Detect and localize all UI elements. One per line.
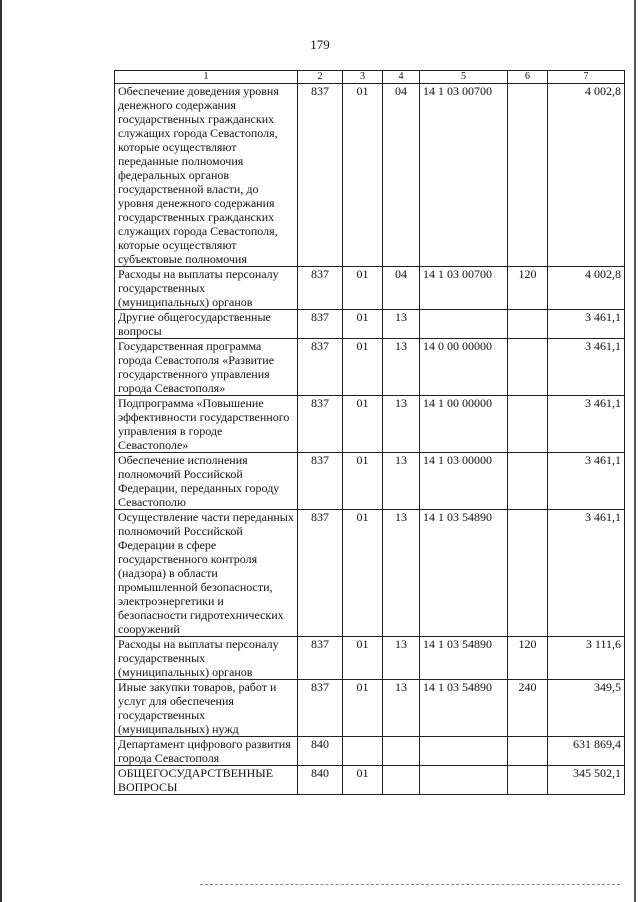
row-subsection: 13 bbox=[383, 396, 420, 453]
row-code: 840 bbox=[298, 766, 343, 795]
row-name: Расходы на выплаты персоналу государственных (муниципальных) органов bbox=[115, 267, 298, 310]
table-row bbox=[115, 737, 625, 766]
row-name: Подпрограмма «Повышение эффективности государственного управления в городе Севастополе» bbox=[115, 396, 298, 453]
table-row bbox=[115, 680, 625, 737]
row-name: Иные закупки товаров, работ и услуг для обеспечения государственных (муниципальных) нужд bbox=[115, 680, 298, 737]
row-expense-type: 120 bbox=[508, 267, 548, 310]
row-name: Расходы на выплаты персоналу государственных (муниципальных) органов bbox=[115, 637, 298, 680]
row-target-article: 14 1 03 00700 bbox=[420, 267, 508, 310]
row-expense-type: 120 bbox=[508, 637, 548, 680]
row-subsection: 13 bbox=[383, 453, 420, 510]
table-row bbox=[115, 637, 625, 680]
row-code: 837 bbox=[298, 310, 343, 339]
row-name: ОБЩЕГОСУДАРСТВЕННЫЕ ВОПРОСЫ bbox=[115, 766, 298, 795]
row-section: 01 bbox=[343, 310, 383, 339]
row-code: 837 bbox=[298, 680, 343, 737]
row-target-article: 14 1 03 54890 bbox=[420, 637, 508, 680]
table-row bbox=[115, 766, 625, 795]
row-name: Государственная программа города Севастополя «Развитие государственного управления города Севастополя» bbox=[115, 339, 298, 396]
row-target-article: 14 1 03 00000 bbox=[420, 453, 508, 510]
row-amount: 4 002,8 bbox=[548, 267, 625, 310]
row-subsection: 13 bbox=[383, 510, 420, 637]
row-section bbox=[343, 737, 383, 766]
row-target-article: 14 1 03 54890 bbox=[420, 510, 508, 637]
row-section: 01 bbox=[343, 84, 383, 267]
row-target-article bbox=[420, 310, 508, 339]
table-row bbox=[115, 396, 625, 453]
row-expense-type bbox=[508, 453, 548, 510]
row-expense-type bbox=[508, 510, 548, 637]
table-row bbox=[115, 510, 625, 637]
header-row bbox=[115, 71, 625, 84]
row-subsection: 13 bbox=[383, 310, 420, 339]
column-header: 2 bbox=[298, 71, 343, 84]
row-amount: 3 461,1 bbox=[548, 396, 625, 453]
row-subsection: 04 bbox=[383, 84, 420, 267]
row-amount: 3 461,1 bbox=[548, 453, 625, 510]
scan-right-edge bbox=[634, 0, 636, 902]
row-target-article: 14 0 00 00000 bbox=[420, 339, 508, 396]
row-subsection: 04 bbox=[383, 267, 420, 310]
row-section: 01 bbox=[343, 453, 383, 510]
row-code: 837 bbox=[298, 637, 343, 680]
row-amount: 3 461,1 bbox=[548, 510, 625, 637]
column-header: 6 bbox=[508, 71, 548, 84]
row-code: 837 bbox=[298, 84, 343, 267]
table-body bbox=[115, 84, 625, 795]
row-expense-type: 240 bbox=[508, 680, 548, 737]
scan-bottom-rule bbox=[200, 884, 620, 886]
row-code: 837 bbox=[298, 267, 343, 310]
row-amount: 349,5 bbox=[548, 680, 625, 737]
row-subsection: 13 bbox=[383, 339, 420, 396]
scan-left-edge bbox=[0, 0, 2, 902]
budget-table bbox=[114, 70, 625, 795]
row-amount: 631 869,4 bbox=[548, 737, 625, 766]
column-header: 5 bbox=[420, 71, 508, 84]
row-section: 01 bbox=[343, 766, 383, 795]
row-target-article: 14 1 03 54890 bbox=[420, 680, 508, 737]
row-expense-type bbox=[508, 84, 548, 267]
table-row bbox=[115, 339, 625, 396]
row-expense-type bbox=[508, 766, 548, 795]
row-name: Обеспечение доведения уровня денежного содержания государственных гражданских служащих города Севастополя, которые осуществляют переданные полномочия федеральных органов государственной власти, до уровня денежного содержания государственных гражданских служащих города Севастополя, которые осуществляют субъектовые полномочия bbox=[115, 84, 298, 267]
row-target-article: 14 1 00 00000 bbox=[420, 396, 508, 453]
row-subsection bbox=[383, 766, 420, 795]
row-code: 837 bbox=[298, 396, 343, 453]
row-amount: 3 461,1 bbox=[548, 310, 625, 339]
column-header: 7 bbox=[548, 71, 625, 84]
row-target-article bbox=[420, 737, 508, 766]
row-section: 01 bbox=[343, 267, 383, 310]
row-section: 01 bbox=[343, 680, 383, 737]
row-amount: 3 111,6 bbox=[548, 637, 625, 680]
row-amount: 3 461,1 bbox=[548, 339, 625, 396]
row-subsection bbox=[383, 737, 420, 766]
row-amount: 345 502,1 bbox=[548, 766, 625, 795]
row-section: 01 bbox=[343, 637, 383, 680]
row-name: Обеспечение исполнения полномочий Российской Федерации, переданных городу Севастополю bbox=[115, 453, 298, 510]
row-section: 01 bbox=[343, 510, 383, 637]
row-target-article bbox=[420, 766, 508, 795]
row-expense-type bbox=[508, 396, 548, 453]
row-section: 01 bbox=[343, 339, 383, 396]
row-subsection: 13 bbox=[383, 680, 420, 737]
row-name: Другие общегосударственные вопросы bbox=[115, 310, 298, 339]
row-code: 837 bbox=[298, 453, 343, 510]
row-amount: 4 002,8 bbox=[548, 84, 625, 267]
column-header: 3 bbox=[343, 71, 383, 84]
row-expense-type bbox=[508, 737, 548, 766]
table-row bbox=[115, 84, 625, 267]
page-number: 179 bbox=[310, 37, 330, 52]
row-code: 837 bbox=[298, 339, 343, 396]
row-name: Осуществление части переданных полномочий Российской Федерации в сфере государственного контроля (надзора) в области промышленной безопасности, электроэнергетики и безопасности гидротехнических сооружений bbox=[115, 510, 298, 637]
table-row bbox=[115, 310, 625, 339]
row-code: 837 bbox=[298, 510, 343, 637]
row-target-article: 14 1 03 00700 bbox=[420, 84, 508, 267]
column-header: 1 bbox=[115, 71, 298, 84]
row-expense-type bbox=[508, 310, 548, 339]
row-subsection: 13 bbox=[383, 637, 420, 680]
table-row bbox=[115, 453, 625, 510]
column-header: 4 bbox=[383, 71, 420, 84]
row-expense-type bbox=[508, 339, 548, 396]
row-code: 840 bbox=[298, 737, 343, 766]
table-row bbox=[115, 267, 625, 310]
row-section: 01 bbox=[343, 396, 383, 453]
row-name: Департамент цифрового развития города Севастополя bbox=[115, 737, 298, 766]
